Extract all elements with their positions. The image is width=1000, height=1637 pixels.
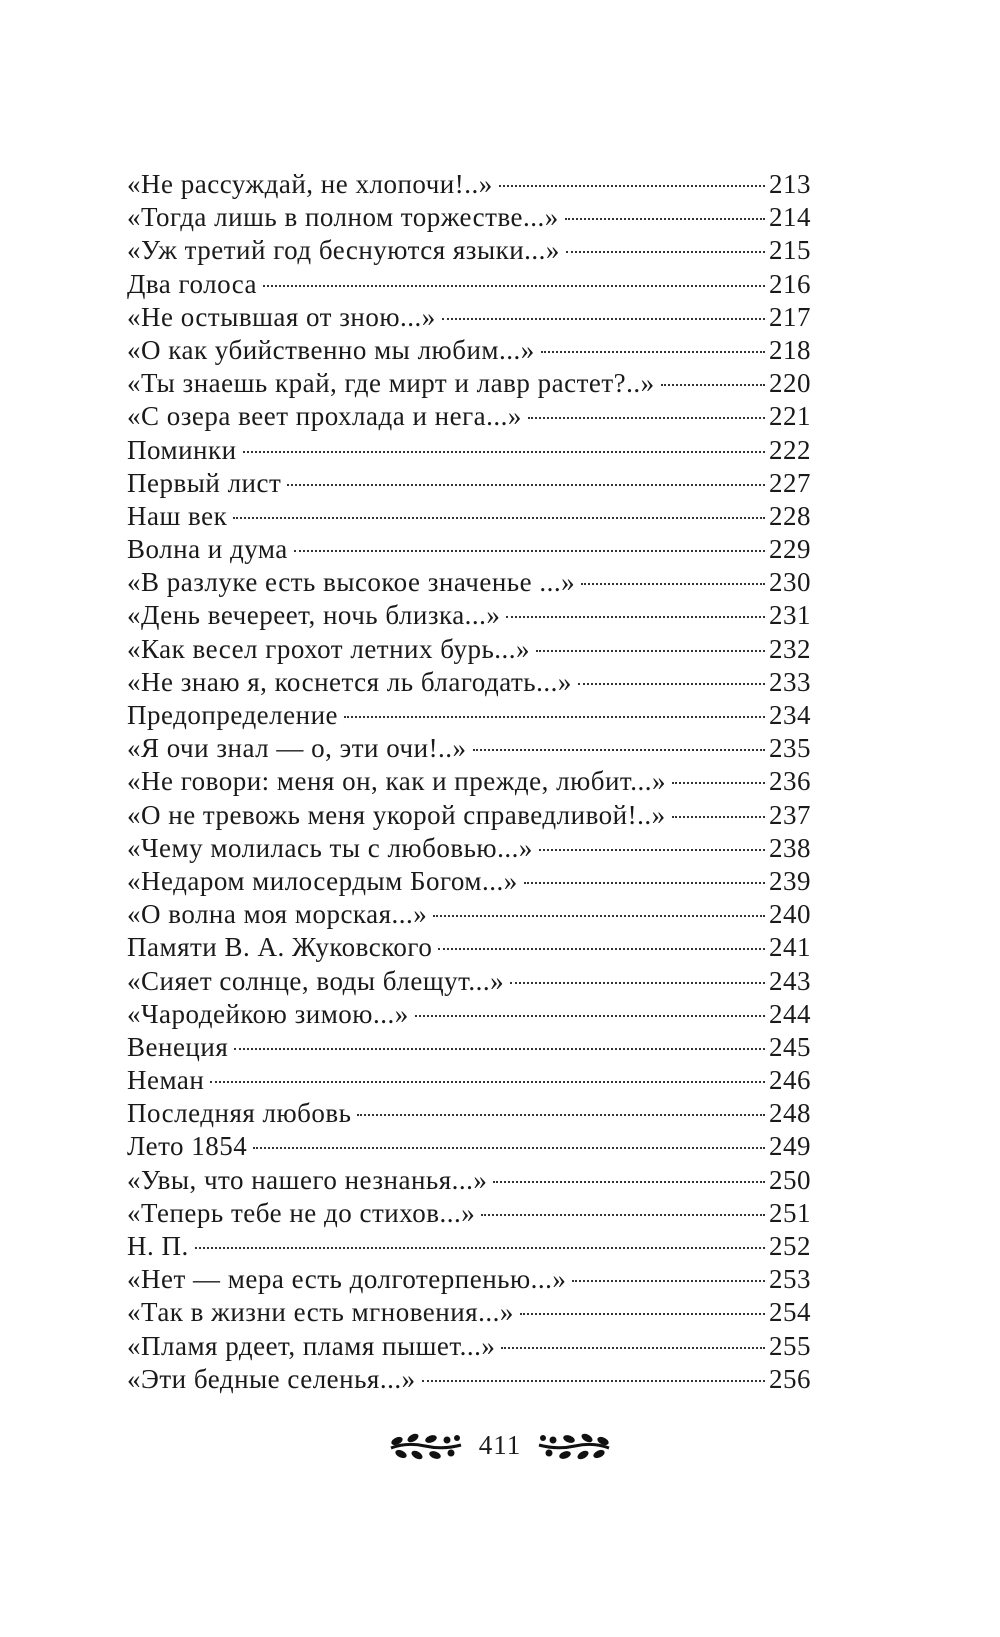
dot-leader <box>661 384 765 386</box>
toc-entry-page: 216 <box>769 268 811 299</box>
toc-entry-page: 232 <box>769 633 811 664</box>
toc-entry-title: «Не рассуждай, не хлопочи!..» <box>127 169 493 199</box>
toc-entry-title: «Эти бедные селенья...» <box>127 1363 416 1394</box>
toc-entry-title: Последняя любовь <box>127 1098 352 1129</box>
leaf-ornament-icon <box>535 1428 613 1462</box>
toc-entry <box>127 599 811 632</box>
toc-entry-page: 246 <box>769 1065 811 1096</box>
toc-entry <box>127 334 811 367</box>
toc-entry <box>127 865 811 898</box>
toc-entry-title: Волна и дума <box>127 534 288 565</box>
toc-entry-page: 214 <box>769 202 811 233</box>
toc-entry-page: 253 <box>769 1264 811 1295</box>
dot-leader <box>572 1280 765 1282</box>
toc-entry-title: Поминки <box>127 434 237 465</box>
toc-entry-title: «С озера веет прохлада и нега...» <box>127 401 522 432</box>
toc-entry <box>127 1164 811 1197</box>
toc-entry <box>127 566 811 599</box>
toc-entry-title: «О волна моя морская...» <box>127 899 428 930</box>
toc-entry-page: 227 <box>769 467 811 498</box>
toc-entry-page: 222 <box>769 434 811 465</box>
toc-entry-page: 213 <box>769 169 811 199</box>
dot-leader <box>415 1015 765 1017</box>
dot-leader <box>438 948 765 950</box>
toc-entry-title: «День вечереет, ночь близка...» <box>127 600 501 631</box>
toc-entry-page: 218 <box>769 334 811 365</box>
dot-leader <box>210 1081 765 1083</box>
dot-leader <box>566 251 765 253</box>
toc-entry-title: «Недаром милосердым Богом...» <box>127 865 518 896</box>
toc-entry-title: Неман <box>127 1065 205 1096</box>
toc-entry <box>127 1230 811 1263</box>
dot-leader <box>581 583 765 585</box>
toc-entry <box>127 931 811 964</box>
toc-entry-title: «Так в жизни есть мгновения...» <box>127 1297 514 1328</box>
toc-entry-page: 215 <box>769 235 811 266</box>
toc-entry-page: 245 <box>769 1031 811 1062</box>
toc-entry <box>127 965 811 998</box>
toc-entry-title: «Уж третий год беснуются языки...» <box>127 235 560 266</box>
dot-leader <box>473 749 765 751</box>
toc-entry <box>127 367 811 400</box>
toc-entry-page: 252 <box>769 1231 811 1261</box>
toc-entry-page: 240 <box>769 899 811 930</box>
toc-entry-page: 241 <box>769 932 811 963</box>
toc-entry <box>127 1263 811 1296</box>
table-of-contents <box>127 168 811 1396</box>
toc-entry-title: «Я очи знал — о, эти очи!..» <box>127 733 467 764</box>
toc-entry <box>127 666 811 699</box>
dot-leader <box>422 1380 765 1382</box>
dot-leader <box>263 285 765 287</box>
toc-entry <box>127 832 811 865</box>
toc-entry <box>127 898 811 931</box>
toc-entry-title: «Чему молилась ты с любовью...» <box>127 832 533 863</box>
toc-entry <box>127 533 811 566</box>
toc-entry-title: «О не тревожь меня укорой справедливой!..» <box>127 799 666 830</box>
dot-leader <box>287 484 765 486</box>
dot-leader <box>539 849 765 851</box>
leaf-ornament-icon <box>387 1428 465 1462</box>
dot-leader <box>520 1313 765 1315</box>
toc-entry-page: 250 <box>769 1164 811 1195</box>
toc-entry <box>127 234 811 267</box>
toc-entry-title: «Нет — мера есть долготерпенью...» <box>127 1264 567 1295</box>
toc-entry-page: 256 <box>769 1363 811 1394</box>
toc-entry <box>127 467 811 500</box>
toc-entry <box>127 1064 811 1097</box>
toc-entry-page: 230 <box>769 567 811 598</box>
dot-leader <box>672 782 765 784</box>
toc-entry-title: «Не остывшая от зною...» <box>127 301 436 332</box>
toc-entry-title: «Тогда лишь в полном торжестве...» <box>127 202 559 233</box>
toc-entry-title: «Как весел грохот летних бурь...» <box>127 633 531 664</box>
toc-entry-page: 249 <box>769 1131 811 1162</box>
toc-entry <box>127 1330 811 1363</box>
toc-entry-page: 239 <box>769 865 811 896</box>
dot-leader <box>195 1247 765 1249</box>
toc-entry <box>127 1363 811 1396</box>
toc-entry <box>127 699 811 732</box>
toc-entry-title: «Ты знаешь край, где мирт и лавр растет?..» <box>127 368 655 399</box>
dot-leader <box>541 351 765 353</box>
toc-entry-title: Два голоса <box>127 268 258 299</box>
toc-entry <box>127 1097 811 1130</box>
toc-entry-title: Предопределение <box>127 700 339 730</box>
dot-leader <box>524 882 765 884</box>
toc-entry-title: «В разлуке есть высокое значенье ...» <box>127 567 576 598</box>
toc-entry-page: 217 <box>769 301 811 332</box>
toc-entry-page: 248 <box>769 1098 811 1129</box>
dot-leader <box>253 1147 765 1149</box>
dot-leader <box>243 451 765 453</box>
toc-entry <box>127 168 811 201</box>
toc-entry-title: Венеция <box>127 1031 229 1062</box>
dot-leader <box>528 417 765 419</box>
dot-leader <box>442 318 765 320</box>
dot-leader <box>294 550 765 552</box>
toc-entry-page: 243 <box>769 965 811 996</box>
toc-entry <box>127 765 811 798</box>
toc-entry-page: 251 <box>769 1197 811 1228</box>
dot-leader <box>234 1048 765 1050</box>
dot-leader <box>506 616 765 618</box>
page-footer <box>0 1428 1000 1462</box>
toc-entry-title: «Теперь тебе не до стихов...» <box>127 1197 476 1228</box>
toc-entry <box>127 633 811 666</box>
toc-entry <box>127 1031 811 1064</box>
dot-leader <box>672 816 765 818</box>
toc-entry-title: «О как убийственно мы любим...» <box>127 334 535 365</box>
toc-entry <box>127 434 811 467</box>
toc-entry <box>127 998 811 1031</box>
dot-leader <box>501 1347 765 1349</box>
toc-entry-page: 233 <box>769 666 811 697</box>
toc-entry-page: 234 <box>769 700 811 730</box>
toc-entry-page: 221 <box>769 401 811 432</box>
toc-entry <box>127 1296 811 1329</box>
toc-entry-page: 237 <box>769 799 811 830</box>
toc-entry-title: Лето 1854 <box>127 1131 248 1162</box>
dot-leader <box>433 915 765 917</box>
dot-leader <box>493 1181 765 1183</box>
dot-leader <box>233 517 765 519</box>
toc-entry <box>127 1197 811 1230</box>
toc-entry-title: «Не говори: меня он, как и прежде, любит...» <box>127 766 666 797</box>
dot-leader <box>499 185 765 187</box>
toc-entry-title: «Чародейкою зимою...» <box>127 998 409 1029</box>
toc-entry-page: 235 <box>769 733 811 764</box>
dot-leader <box>510 982 765 984</box>
toc-entry-page: 244 <box>769 998 811 1029</box>
toc-entry <box>127 799 811 832</box>
dot-leader <box>357 1114 765 1116</box>
toc-entry-title: Первый лист <box>127 467 282 498</box>
toc-entry-title: «Не знаю я, коснется ль благодать...» <box>127 666 572 697</box>
toc-entry <box>127 732 811 765</box>
toc-entry-page: 236 <box>769 766 811 797</box>
toc-entry-page: 231 <box>769 600 811 631</box>
toc-entry-page: 228 <box>769 500 811 531</box>
toc-entry-page: 229 <box>769 534 811 565</box>
page-number: 411 <box>478 1429 522 1460</box>
toc-entry <box>127 268 811 301</box>
toc-entry-page: 254 <box>769 1297 811 1328</box>
toc-entry-title: Наш век <box>127 500 228 531</box>
toc-entry-page: 255 <box>769 1330 811 1361</box>
toc-entry-title: Н. П. <box>127 1231 189 1261</box>
dot-leader <box>344 716 765 718</box>
toc-entry-title: «Сияет солнце, воды блещут...» <box>127 965 505 996</box>
dot-leader <box>578 683 765 685</box>
toc-entry-page: 220 <box>769 368 811 399</box>
toc-entry <box>127 201 811 234</box>
dot-leader <box>481 1214 765 1216</box>
toc-entry <box>127 301 811 334</box>
toc-entry-title: Памяти В. А. Жуковского <box>127 932 433 963</box>
toc-entry-title: «Увы, что нашего незнанья...» <box>127 1164 488 1195</box>
dot-leader <box>565 218 765 220</box>
toc-entry <box>127 400 811 433</box>
toc-entry-title: «Пламя рдеет, пламя пышет...» <box>127 1330 496 1361</box>
toc-entry <box>127 500 811 533</box>
toc-entry <box>127 1130 811 1163</box>
toc-entry-page: 238 <box>769 832 811 863</box>
dot-leader <box>536 650 765 652</box>
